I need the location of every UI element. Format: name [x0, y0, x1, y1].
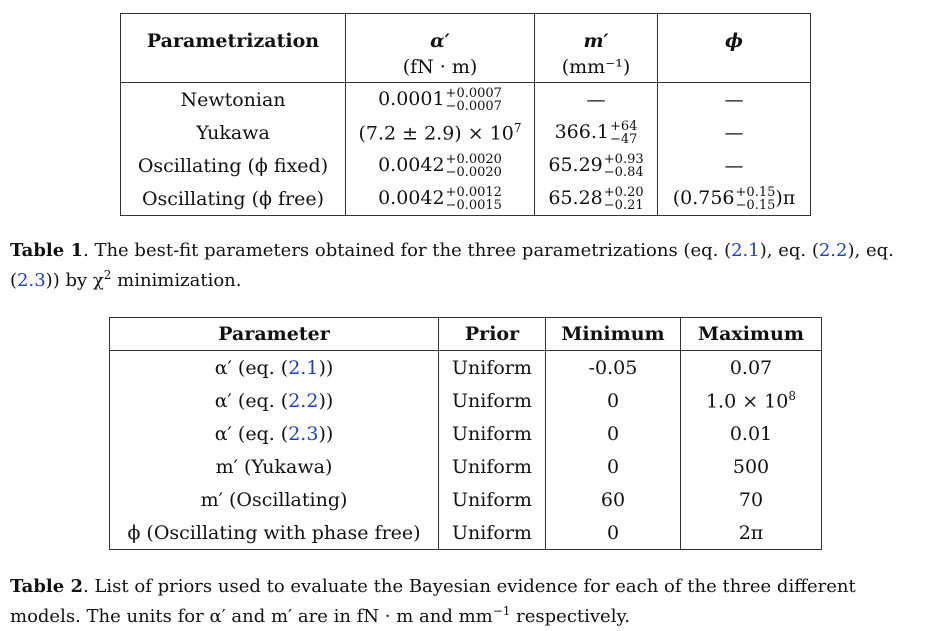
- m-value: —: [535, 83, 658, 117]
- table1-header-row: [121, 14, 811, 53]
- table2-header-parameter: Parameter: [110, 318, 439, 351]
- prior-min: 0: [546, 384, 681, 417]
- table1-header-alpha: α′: [346, 14, 535, 53]
- prior-max: 2π: [681, 516, 822, 550]
- alpha-value: 0.0042 +0.0012 −0.0015: [346, 182, 535, 216]
- table1-caption: Table 1. The best-fit parameters obtained for the three parametrizations (eq. (2.1), eq. (2.2), eq. (2.3)) by $\chi^2$ minimization.: [10, 240, 894, 291]
- table2-header-minimum: Minimum: [546, 318, 681, 351]
- prior-type: Uniform: [439, 516, 546, 550]
- table1-unit-alpha: (fN · m): [346, 52, 535, 83]
- m-value: 366.1 +64 −47: [535, 116, 658, 149]
- parametrization-name: Yukawa: [121, 116, 346, 149]
- prior-max: 0.01: [681, 417, 822, 450]
- prior-type: Uniform: [439, 483, 546, 516]
- parametrization-name: Newtonian: [121, 83, 346, 117]
- priors-table: [109, 317, 822, 550]
- parameter-name: α′ (eq. (2.3)): [110, 417, 439, 450]
- table1-header-parametrization: Parametrization: [121, 14, 346, 53]
- prior-min: 0: [546, 516, 681, 550]
- phi-value: (0.756 +0.15 −0.15 )π: [658, 182, 811, 216]
- eq-ref-link[interactable]: 2.3: [288, 422, 319, 445]
- table2-header-maximum: Maximum: [681, 318, 822, 351]
- table2-header-row: [110, 318, 822, 351]
- table-row: [121, 149, 811, 182]
- table-row: [121, 182, 811, 216]
- table-row: [121, 116, 811, 149]
- parametrization-name: Oscillating (ϕ free): [121, 182, 346, 216]
- prior-type: Uniform: [439, 450, 546, 483]
- table1-header-m: m′: [535, 14, 658, 53]
- table-row: [110, 351, 822, 385]
- prior-max: 0.07: [681, 351, 822, 385]
- phi-value: —: [658, 83, 811, 117]
- prior-min: 0: [546, 450, 681, 483]
- phi-value: —: [658, 116, 811, 149]
- alpha-value: 0.0001 +0.0007 −0.0007: [346, 83, 535, 117]
- table1-unit-0: [121, 52, 346, 83]
- prior-min: -0.05: [546, 351, 681, 385]
- alpha-value: $(7.2 \pm 2.9) \times 10^7$: [346, 116, 535, 149]
- prior-type: Uniform: [439, 351, 546, 385]
- prior-min: 0: [546, 417, 681, 450]
- table-row: [110, 384, 822, 417]
- table-row: [110, 516, 822, 550]
- eq-ref-link[interactable]: 2.2: [818, 240, 848, 261]
- m-value: 65.28 +0.20 −0.21: [535, 182, 658, 216]
- parameter-name: ϕ (Oscillating with phase free): [110, 516, 439, 550]
- parametrization-name: Oscillating (ϕ fixed): [121, 149, 346, 182]
- eq-ref-link[interactable]: 2.1: [288, 356, 319, 379]
- table-row: [110, 450, 822, 483]
- prior-max: 70: [681, 483, 822, 516]
- prior-max: 500: [681, 450, 822, 483]
- eq-ref-link[interactable]: 2.3: [17, 270, 46, 291]
- m-value: 65.29 +0.93 −0.84: [535, 149, 658, 182]
- parameter-name: α′ (eq. (2.2)): [110, 384, 439, 417]
- table1-caption-label: Table 1: [10, 240, 84, 261]
- table1-unit-m: (mm⁻¹): [535, 52, 658, 83]
- table-row: [121, 83, 811, 117]
- table1-header-phi: ϕ: [658, 14, 811, 53]
- table1-unit-3: [658, 52, 811, 83]
- table2-caption: Table 2. List of priors used to evaluate the Bayesian evidence for each of the three different models. The units for α′ and m′ are in fN · m and $mm^{-1}$ respectively.: [10, 576, 856, 627]
- table1-units-row: [121, 52, 811, 83]
- prior-type: Uniform: [439, 384, 546, 417]
- best-fit-parameters-table: [120, 13, 811, 216]
- prior-type: Uniform: [439, 417, 546, 450]
- table-row: [110, 483, 822, 516]
- table2-header-prior: Prior: [439, 318, 546, 351]
- eq-ref-link[interactable]: 2.2: [288, 389, 319, 412]
- prior-min: 60: [546, 483, 681, 516]
- parameter-name: m′ (Yukawa): [110, 450, 439, 483]
- table-row: [110, 417, 822, 450]
- eq-ref-link[interactable]: 2.1: [731, 240, 760, 261]
- prior-max: $1.0 \times 10^8$: [681, 384, 822, 417]
- parameter-name: m′ (Oscillating): [110, 483, 439, 516]
- parameter-name: α′ (eq. (2.1)): [110, 351, 439, 385]
- table2-caption-label: Table 2: [10, 576, 84, 597]
- phi-value: —: [658, 149, 811, 182]
- alpha-value: 0.0042 +0.0020 −0.0020: [346, 149, 535, 182]
